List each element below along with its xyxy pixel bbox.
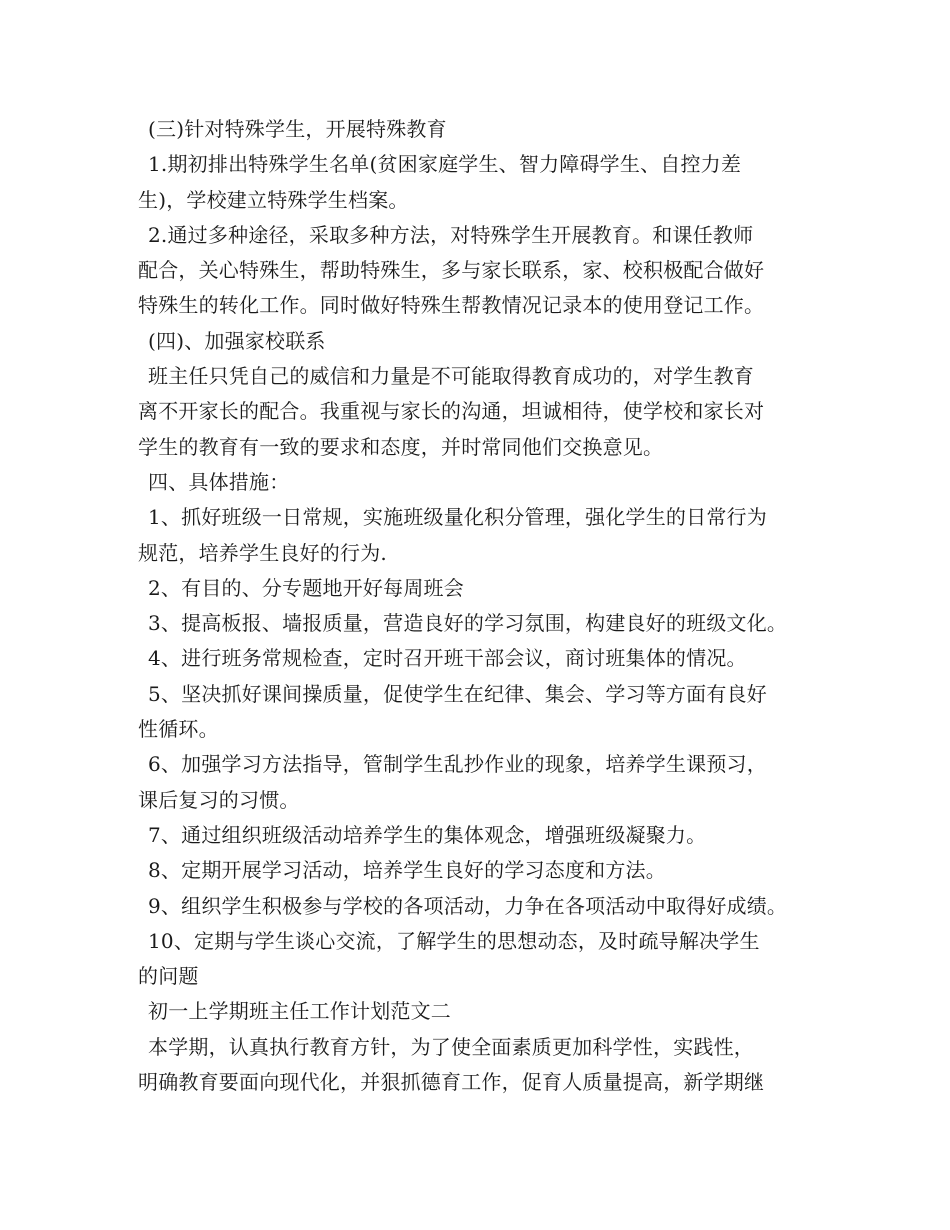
paragraph-line: 特殊生的转化工作。同时做好特殊生帮教情况记录本的使用登记工作。 [138, 293, 765, 318]
list-item: 3、提高板报、墙报质量，营造良好的学习氛围，构建良好的班级文化。 [148, 611, 788, 636]
paragraph-line: 1.期初排出特殊学生名单(贫困家庭学生、智力障碍学生、自控力差 [148, 152, 742, 177]
paragraph-line: 配合，关心特殊生，帮助特殊生，多与家长联系，家、校积极配合做好 [138, 258, 765, 283]
paragraph-line: 离不开家长的配合。我重视与家长的沟通，坦诚相待，使学校和家长对 [138, 399, 765, 424]
paragraph-line: 学生的教育有一致的要求和态度，并时常同他们交换意见。 [138, 434, 664, 459]
list-item: 2、有目的、分专题地开好每周班会 [148, 575, 464, 600]
paragraph-line: 本学期，认真执行教育方针，为了使全面素质更加科学性，实践性， [148, 1034, 754, 1059]
document-body [138, 112, 828, 1100]
paragraph-line: 2.通过多种途径，采取多种方法，对特殊学生开展教育。和课任教师 [148, 222, 754, 247]
list-item-continuation: 性循环。 [138, 717, 219, 742]
list-item-continuation: 规范，培养学生良好的行为. [138, 540, 387, 565]
paragraph-line: 生)，学校建立特殊学生档案。 [138, 187, 409, 212]
paragraph-line: 明确教育要面向现代化，并狠抓德育工作，促育人质量提高，新学期继 [138, 1070, 765, 1095]
list-item: 7、通过组织班级活动培养学生的集体观念，增强班级凝聚力。 [148, 822, 707, 847]
list-item-continuation: 课后复习的习惯。 [138, 787, 300, 812]
section-heading: 四、具体措施： [148, 469, 290, 494]
article-title: 初一上学期班主任工作计划范文二 [148, 999, 451, 1024]
section-heading: (四)、加强家校联系 [148, 328, 326, 353]
list-item: 6、加强学习方法指导，管制学生乱抄作业的现象，培养学生课预习， [148, 752, 767, 777]
list-item: 10、定期与学生谈心交流，了解学生的思想动态，及时疏导解决学生 [148, 928, 760, 953]
section-heading: (三)针对特殊学生，开展特殊教育 [148, 117, 447, 141]
paragraph-line: 班主任只凭自己的威信和力量是不可能取得教育成功的，对学生教育 [148, 364, 754, 389]
list-item: 5、坚决抓好课间操质量，促使学生在纪律、集会、学习等方面有良好 [148, 681, 767, 706]
list-item: 9、组织学生积极参与学校的各项活动，力争在各项活动中取得好成绩。 [148, 893, 788, 918]
list-item-continuation: 的问题 [138, 964, 199, 989]
list-item: 1、抓好班级一日常规，实施班级量化积分管理，强化学生的日常行为 [148, 505, 767, 530]
list-item: 8、定期开展学习活动，培养学生良好的学习态度和方法。 [148, 858, 666, 883]
list-item: 4、进行班务常规检查，定时召开班干部会议，商讨班集体的情况。 [148, 646, 747, 671]
